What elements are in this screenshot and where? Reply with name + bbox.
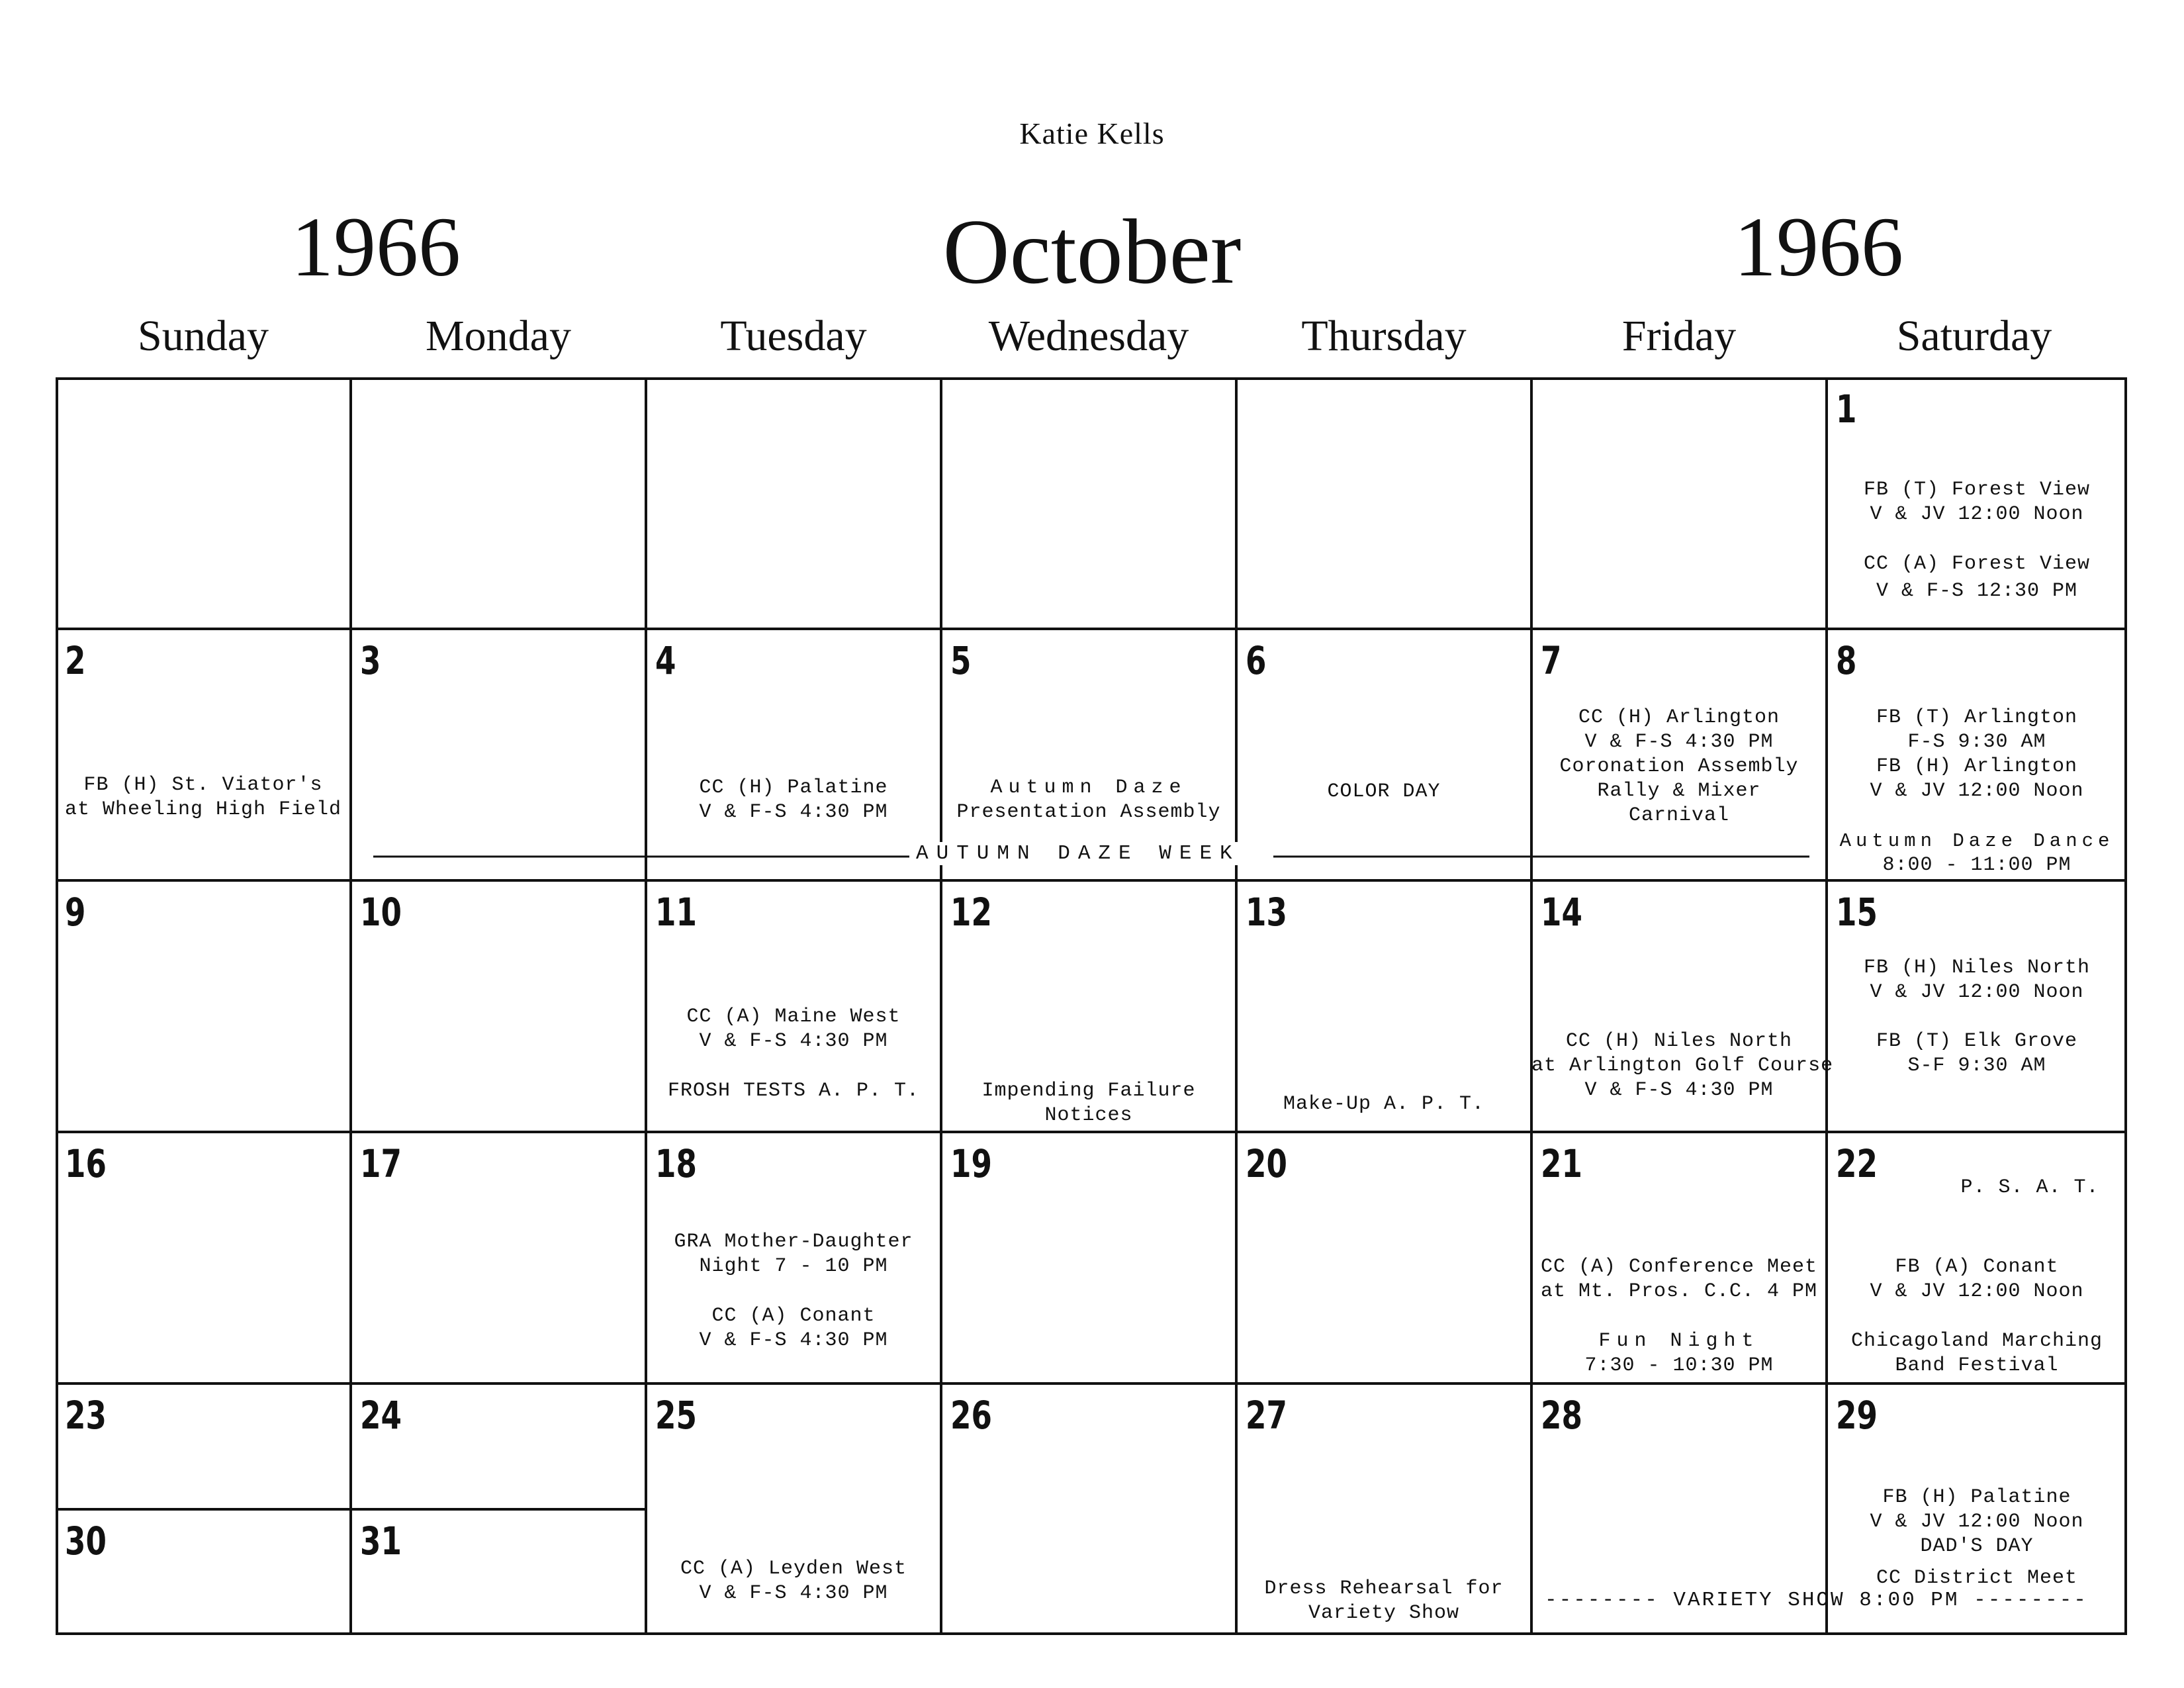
day-number: 4 (655, 638, 676, 683)
day-number: 12 (950, 890, 992, 935)
event-line: Make-Up A. P. T. (1283, 1093, 1485, 1115)
day-cell-3 (351, 629, 646, 880)
event-line: FB (T) Arlington (1876, 706, 2078, 729)
weekday-sunday: Sunday (138, 312, 269, 360)
day-number: 8 (1836, 638, 1857, 683)
day-cell-31 (351, 1509, 646, 1635)
day-number: 28 (1541, 1393, 1582, 1438)
event-line: Night 7 - 10 PM (699, 1255, 888, 1278)
event-line: CC (A) Conant (711, 1305, 876, 1327)
event-line: FB (H) Niles North (1863, 957, 2091, 979)
day-cell-9 (56, 880, 351, 1132)
day-number: 23 (65, 1393, 107, 1438)
event-line: V & JV 12:00 Noon (1870, 1280, 2084, 1303)
day-number: 19 (950, 1141, 992, 1186)
day-cell-15 (1827, 880, 2127, 1132)
day-number: 3 (360, 638, 381, 683)
event-line: Coronation Assembly (1559, 755, 1799, 778)
event-line: V & JV 12:00 Noon (1870, 981, 2084, 1004)
event-line: V & F-S 4:30 PM (699, 1582, 888, 1605)
event-line: FB (H) Arlington (1876, 755, 2078, 778)
weekday-thursday: Thursday (1301, 312, 1467, 360)
day-number: 25 (655, 1393, 697, 1438)
day-number: 15 (1836, 890, 1878, 935)
event-line: Chicagoland Marching (1850, 1330, 2103, 1352)
day-cell-7 (1531, 629, 1827, 880)
day-number: 29 (1836, 1393, 1878, 1438)
psat-label: P. S. A. T. (1960, 1176, 2099, 1199)
event-line: Fun Night (1598, 1330, 1760, 1352)
autumn-daze-week-banner: AUTUMN DAZE WEEK (909, 842, 1247, 865)
event-line: 8:00 - 11:00 PM (1882, 854, 2071, 876)
event-line: V & F-S 4:30 PM (1584, 1079, 1774, 1102)
event-line: F-S 9:30 AM (1907, 731, 2046, 753)
weekday-monday: Monday (426, 312, 571, 360)
day-number: 24 (360, 1393, 402, 1438)
weekday-tuesday: Tuesday (720, 312, 867, 360)
day-number: 26 (950, 1393, 992, 1438)
event-line: CC (A) Leyden West (680, 1558, 907, 1580)
day-cell-13 (1236, 880, 1531, 1132)
weekday-wednesday: Wednesday (988, 312, 1189, 360)
event-line: V & JV 12:00 Noon (1870, 780, 2084, 802)
event-line: CC (A) Forest View (1863, 553, 2091, 575)
event-line: DAD'S DAY (1920, 1535, 2034, 1558)
day-cell-14 (1531, 880, 1834, 1132)
day-cell-30 (56, 1509, 351, 1635)
day-cell-20 (1236, 1132, 1531, 1383)
day-number: 2 (65, 638, 86, 683)
day-number: 9 (65, 890, 86, 935)
day-cell-24 (351, 1383, 646, 1509)
event-line: FROSH TESTS A. P. T. (667, 1080, 920, 1102)
day-cell-22 (1827, 1132, 2127, 1383)
event-line: CC District Meet (1876, 1567, 2078, 1589)
event-line: FB (H) Palatine (1882, 1486, 2071, 1509)
day-number: 22 (1836, 1141, 1878, 1186)
event-line: V & JV 12:00 Noon (1870, 503, 2084, 526)
day-cell-19 (941, 1132, 1236, 1383)
event-line: Dress Rehearsal for (1264, 1577, 1504, 1600)
event-line: COLOR DAY (1327, 780, 1441, 803)
event-line: Carnival (1628, 804, 1730, 827)
event-line: FB (H) St. Viator's (83, 774, 323, 796)
event-line: Autumn Daze (990, 776, 1187, 799)
weekday-friday: Friday (1621, 312, 1737, 360)
day-number: 6 (1246, 638, 1267, 683)
variety-show-banner: -------- VARIETY SHOW 8:00 PM -------- (1545, 1589, 2088, 1612)
event-line: Band Festival (1895, 1354, 2059, 1377)
calendar-grid (56, 377, 2127, 1635)
day-number: 13 (1246, 890, 1287, 935)
day-cell-12 (941, 880, 1236, 1132)
day-cell-26 (941, 1383, 1236, 1635)
day-cell-6 (1236, 629, 1531, 880)
event-line: at Arlington Golf Course (1531, 1055, 1834, 1077)
day-cell-21 (1531, 1132, 1827, 1383)
day-number: 27 (1246, 1393, 1287, 1438)
day-cell-2 (56, 629, 351, 880)
event-line: Variety Show (1308, 1602, 1460, 1624)
event-line: Impending Failure (981, 1080, 1196, 1102)
day-number: 18 (655, 1141, 697, 1186)
day-number: 5 (950, 638, 972, 683)
event-line: CC (A) Conference Meet (1540, 1256, 1818, 1278)
day-number: 30 (65, 1519, 107, 1564)
day-cell-16 (56, 1132, 351, 1383)
event-line: Notices (1044, 1104, 1133, 1127)
event-line: CC (H) Palatine (699, 776, 888, 799)
day-number: 11 (655, 890, 697, 935)
event-line: V & F-S 4:30 PM (1584, 731, 1774, 753)
event-line: 7:30 - 10:30 PM (1584, 1354, 1774, 1377)
event-line: V & F-S 4:30 PM (699, 1329, 888, 1352)
event-line: at Mt. Pros. C.C. 4 PM (1540, 1280, 1818, 1303)
author-name: Katie Kells (1019, 117, 1165, 150)
day-cell-4 (646, 629, 941, 880)
event-line: FB (A) Conant (1895, 1256, 2059, 1278)
event-line: V & F-S 12:30 PM (1876, 580, 2078, 602)
event-line: Autumn Daze Dance (1839, 830, 2115, 852)
day-cell-17 (351, 1132, 646, 1383)
day-cell-25 (646, 1383, 941, 1635)
day-number: 1 (1836, 387, 1857, 432)
day-cell-8 (1827, 629, 2127, 880)
event-line: FB (T) Elk Grove (1876, 1030, 2078, 1053)
event-line: Presentation Assembly (956, 801, 1221, 823)
day-number: 21 (1541, 1141, 1582, 1186)
day-cell-10 (351, 880, 646, 1132)
event-line: FB (T) Forest View (1863, 479, 2091, 501)
day-number: 17 (360, 1141, 402, 1186)
weekday-saturday: Saturday (1896, 312, 2052, 360)
day-cell-1 (1827, 377, 2127, 629)
day-number: 10 (360, 890, 402, 935)
day-number: 16 (65, 1141, 107, 1186)
event-line: CC (H) Niles North (1565, 1030, 1793, 1053)
day-cell-27 (1236, 1383, 1531, 1635)
event-line: Rally & Mixer (1597, 780, 1761, 802)
day-cell-11 (646, 880, 941, 1132)
day-number: 14 (1541, 890, 1582, 935)
day-cell-18 (646, 1132, 941, 1383)
event-line: S-F 9:30 AM (1907, 1055, 2046, 1077)
event-line: V & JV 12:00 Noon (1870, 1511, 2084, 1533)
day-number: 7 (1541, 638, 1562, 683)
day-number: 31 (360, 1519, 402, 1564)
event-line: V & F-S 4:30 PM (699, 1030, 888, 1053)
event-line: at Wheeling High Field (64, 798, 342, 821)
year-left: 1966 (291, 200, 461, 294)
day-number: 20 (1246, 1141, 1287, 1186)
year-right: 1966 (1734, 200, 1903, 294)
event-line: CC (H) Arlington (1578, 706, 1780, 729)
month-title: October (942, 201, 1242, 303)
event-line: V & F-S 4:30 PM (699, 801, 888, 823)
day-cell-23 (56, 1383, 351, 1509)
event-line: GRA Mother-Daughter (674, 1231, 913, 1253)
event-line: CC (A) Maine West (686, 1006, 901, 1028)
